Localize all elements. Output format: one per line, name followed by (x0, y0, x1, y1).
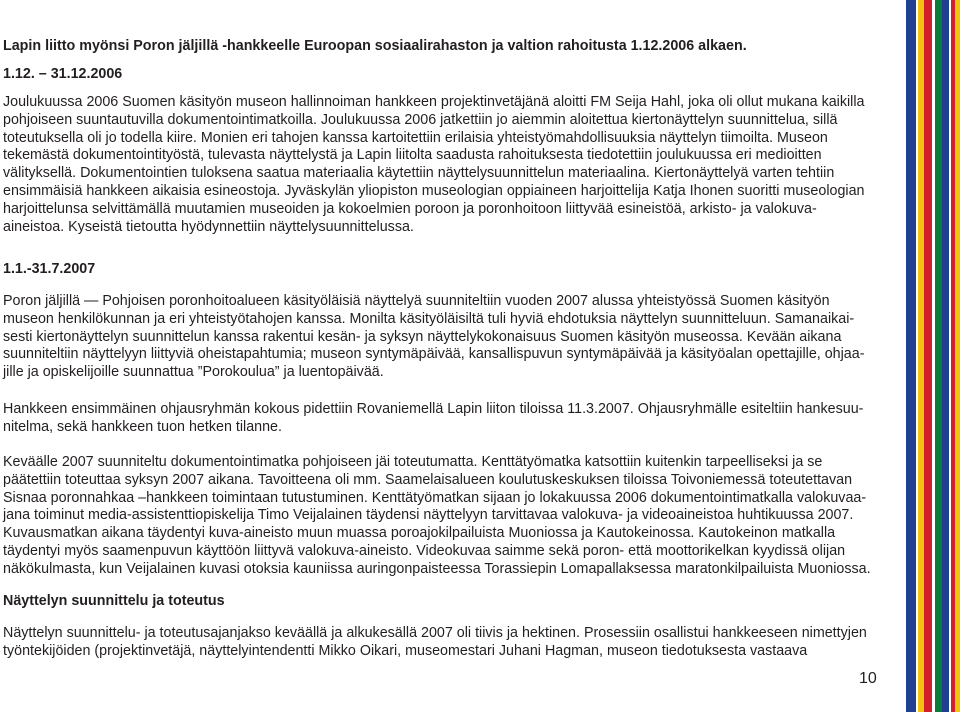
paragraph-line: päätettiin toteuttaa syksyn 2007 aikana. Tavoitteena oli mm. Saamelaisalueen koulutuskeskuksen tiloissa Toivoniemessä toteutettavan (3, 471, 853, 488)
paragraph-line: jille ja opiskelijoille suunnattua ”Porokoulua” ja luentopäivää. (3, 364, 384, 381)
period-heading (3, 66, 122, 84)
side-stripe (955, 0, 960, 712)
paragraph-line: ensimmäisiä hankkeen aikaisia esineostoja. Jyväskylän yliopiston museologian oppiaineen harjoittelija Katja Ihonen suoritti museologian (3, 182, 865, 199)
section-heading-text: Näyttelyn suunnittelu ja toteutus (3, 593, 225, 609)
paragraph-line: museon henkilökunnan ja eri yhteistyötahojen kanssa. Monilta käsityöläisiltä tuli hyviä ehdotuksia näyttelyn suunnitteluun. Samanaikai- (3, 310, 855, 327)
paragraph-line: Poron jäljillä — Pohjoisen poronhoitoalueen käsityöläisiä näyttelyä suunniteltiin vuoden 2007 alussa yhteistyössä Suomen käsityön (3, 293, 830, 309)
paragraph (3, 454, 871, 579)
funding-notice-text: Lapin liitto myönsi Poron jäljillä -hankkeelle Euroopan sosiaalirahaston ja valtion rahoitusta 1.12.2006 alkaen. (3, 38, 747, 54)
paragraph-line: Joulukuussa 2006 Suomen käsityön museon hallinnoiman hankkeen projektinvetäjänä aloitti FM Seija Hahl, joka oli ollut mukana kaikilla (3, 94, 865, 110)
side-stripe (906, 0, 916, 712)
page-number: 10 (859, 670, 877, 687)
paragraph-line: näkökulmasta, kun Veijalainen kuvasi otoksia kauniissa auringonpaisteessa Torassiepin Lomapallaksessa maratonkilpailuista Muoniossa. (3, 560, 871, 577)
paragraph-line: aineistoa. Kyseistä tietoutta hyödynnettiin näyttelysuunnittelussa. (3, 218, 414, 235)
paragraph-line: täydentyi myös saamenpuvun käyttöön liittyvä valokuva-aineisto. Videokuvaa saimme sekä poron- että moottorikelkan kyydissä olijan (3, 542, 846, 559)
paragraph (3, 625, 867, 661)
paragraph-line: suunniteltiin näyttelyyn liittyviä oheistapahtumia; museon syntymäpäivää, kansallispuvun syntymäpäivää ja käsityöalan opettajille, ohjaa- (3, 346, 865, 363)
period-heading (3, 261, 95, 279)
paragraph-line: nitelma, sekä hankkeen tuon hetken tilanne. (3, 418, 282, 435)
paragraph-line: sesti kiertonäyttelyn suunnittelun kanssa rakentui kesän- ja syksyn näyttelykokonaisuus Suomen käsityön museossa. Kevään aikana (3, 328, 842, 345)
funding-notice-heading (3, 38, 747, 56)
paragraph-line: jana toiminut media-assistenttiopiskelija Timo Veijalainen täydensi näyttelyyn tarvittavaa valokuva- ja videoaineistoa huhtikuussa 2007. (3, 507, 854, 524)
paragraph-line: tekemästä dokumentointityöstä, tulevasta näyttelystä ja Lapin liitolta saadusta rahoituksesta tiedotettiin joulukuussa eri medioitten (3, 147, 822, 164)
paragraph-line: Hankkeen ensimmäinen ohjausryhmän kokous pidettiin Rovaniemellä Lapin liiton tiloissa 11.3.2007. Ohjausryhmälle esiteltiin hankesuu- (3, 401, 864, 417)
paragraph-line: Sisnaa poronnahkaa –hankkeen toimintaan tutustuminen. Kenttätyömatkan sijaan jo lokakuussa 2006 dokumentointimatkalla valokuvaa- (3, 489, 867, 506)
paragraph (3, 401, 863, 437)
paragraph-line: Kuvausmatkan aikana täydentyi kuva-aineisto muun muassa poroajokilpailuista Muoniossa ja Kautokeinossa. Kautokeinon matkalla (3, 525, 836, 542)
paragraph-line: Näyttelyn suunnittelu- ja toteutusajanjakso keväällä ja alkukesällä 2007 oli tiivis ja hektinen. Prosessiin osallistui hankkeeseen nimettyjen (3, 625, 867, 641)
section-heading (3, 593, 225, 611)
paragraph-line: pohjoiseen suuntautuvilla dokumentointimatkoilla. Joulukuussa 2006 jatkettiin jo aiemmin aloitettua kiertonäyttelyn suunnittelua, sillä (3, 111, 838, 128)
paragraph-line: välityksellä. Dokumentointien tuloksena saatua materiaalia käytettiin näyttelysuunnittelun materiaalina. Kiertonäyttelyä varten tehtiin (3, 165, 835, 182)
paragraph-line: harjoittelunsa selvittämällä muutamien museoiden ja kokoelmien poroon ja poronhoitoon liittyvää esineistöä, arkisto- ja valokuva- (3, 200, 817, 217)
paragraph-line: Keväälle 2007 suunniteltu dokumentointimatka pohjoiseen jäi toteutumatta. Kenttätyömatka katsottiin kuitenkin tarpeelliseksi ja se (3, 454, 823, 470)
period-heading-text: 1.1.-31.7.2007 (3, 261, 96, 277)
paragraph-line: toteutuksella oli jo todella kiire. Monien eri tahojen kanssa kartoitettiin erilaisia yhteistyömahdollisuuksia näyttelyn tiimoilta. Museon (3, 129, 828, 146)
side-stripe (951, 0, 955, 712)
side-stripe (942, 0, 949, 712)
paragraph (3, 293, 864, 382)
side-stripe (935, 0, 942, 712)
paragraph (3, 94, 865, 236)
period-heading-text: 1.12. – 31.12.2006 (3, 66, 123, 82)
side-stripe (924, 0, 932, 712)
paragraph-line: työntekijöiden (projektinvetäjä, näyttelyintendentti Mikko Oikari, museomestari Juhani Hagman, museon tiedotuksesta vastaava (3, 642, 808, 659)
side-stripe (918, 0, 924, 712)
